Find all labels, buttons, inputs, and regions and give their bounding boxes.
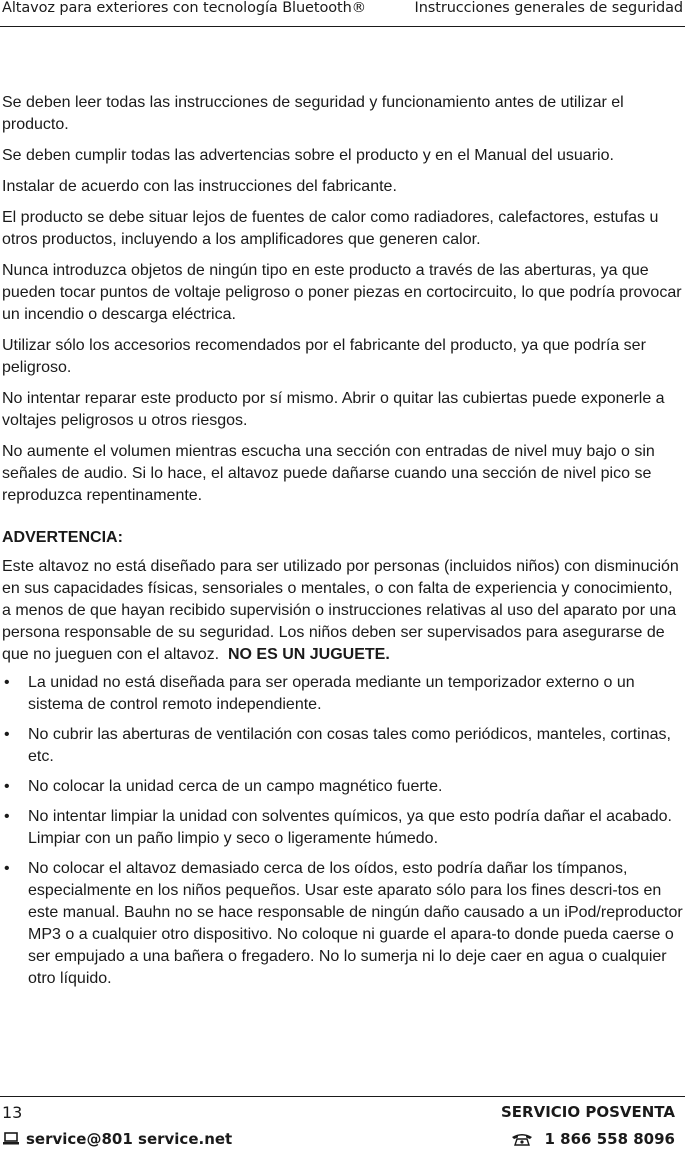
service-phone — [511, 1130, 675, 1148]
paragraph: Instalar de acuerdo con las instrucciones del fabricante. — [2, 178, 397, 195]
bullet-icon: • — [4, 808, 10, 825]
list-item — [2, 672, 684, 716]
page-footer — [0, 1096, 685, 1153]
warning-body — [2, 556, 684, 666]
list-item-text: No cubrir las aberturas de ventilación con cosas tales como periódicos, manteles, cortinas, etc. — [28, 726, 671, 765]
bullet-icon: • — [4, 726, 10, 743]
warning-text: Este altavoz no está diseñado para ser utilizado por personas (incluidos niños) con disminución en sus capacidades físicas, sensoriales o mentales, o con falta de experiencia y conocimiento, a menos de que hayan recibido supervisión o instrucciones relativas al uso del aparato por una persona responsable de su seguridad. Los niños deben ser supervisados para asegurarse de que no jueguen con el altavoz. — [2, 558, 679, 663]
bullet-icon: • — [4, 860, 10, 877]
warning-emphasis: NO ES UN JUGUETE. — [227, 646, 390, 663]
service-email — [2, 1130, 232, 1148]
list-item — [2, 858, 684, 990]
phone-text: 1 866 558 8096 — [544, 1130, 675, 1148]
telephone-icon — [511, 1132, 533, 1146]
header-section-title: Instrucciones generales de seguridad — [414, 0, 683, 16]
list-item-text: No colocar la unidad cerca de un campo magnético fuerte. — [28, 778, 443, 795]
warning-title: ADVERTENCIA: — [2, 529, 123, 546]
document-body — [2, 92, 684, 998]
list-item-text: No colocar el altavoz demasiado cerca de los oídos, esto podría dañar los tímpanos, especialmente en los niños pequeños. Usar este aparato sólo para los fines descri-tos en este manual. Bauhn no se hace responsable de ningún daño causado a un iPod/reproductor MP3 o a cualquier otro dispositivo. No coloque ni guarde el apara-to donde pueda caerse o ser empujado a una bañera o fregadero. No lo sumerja ni lo deje caer en agua o cualquier otro líquido. — [28, 860, 683, 987]
page-number: 13 — [2, 1103, 23, 1122]
paragraph: Nunca introduzca objetos de ningún tipo en este producto a través de las aberturas, ya que pueden tocar puntos de voltaje peligroso o poner piezas en cortocircuito, lo que podría provocar un incendio o descarga eléctrica. — [2, 262, 682, 323]
paragraph: Utilizar sólo los accesorios recomendados por el fabricante del producto, ya que podría ser peligroso. — [2, 337, 646, 376]
bullet-icon: • — [4, 674, 10, 691]
list-item — [2, 724, 684, 768]
service-label: SERVICIO POSVENTA — [501, 1103, 675, 1121]
paragraph: Se deben cumplir todas las advertencias sobre el producto y en el Manual del usuario. — [2, 147, 614, 164]
list-item-text: La unidad no está diseñada para ser operada mediante un temporizador externo o un sistema de control remoto independiente. — [28, 674, 635, 713]
paragraph: No intentar reparar este producto por sí mismo. Abrir o quitar las cubiertas puede exponerle a voltajes peligrosos u otros riesgos. — [2, 390, 665, 429]
bullet-icon: • — [4, 778, 10, 795]
email-text: service@801 service.net — [26, 1130, 233, 1148]
list-item — [2, 776, 684, 798]
laptop-icon — [2, 1132, 20, 1146]
page-header — [0, 0, 685, 27]
paragraph: Se deben leer todas las instrucciones de seguridad y funcionamiento antes de utilizar el producto. — [2, 94, 624, 133]
safety-bullet-list — [2, 672, 684, 990]
header-product-title: Altavoz para exteriores con tecnología Bluetooth® — [2, 0, 367, 16]
list-item — [2, 806, 684, 850]
paragraph: El producto se debe situar lejos de fuentes de calor como radiadores, calefactores, estufas u otros productos, incluyendo a los amplificadores que generen calor. — [2, 209, 659, 248]
list-item-text: No intentar limpiar la unidad con solventes químicos, ya que esto podría dañar el acabado. Limpiar con un paño limpio y seco o ligeramente húmedo. — [28, 808, 672, 847]
paragraph: No aumente el volumen mientras escucha una sección con entradas de nivel muy bajo o sin señales de audio. Si lo hace, el altavoz puede dañarse cuando una sección de nivel pico se reproduzca repentinamente. — [2, 443, 655, 504]
